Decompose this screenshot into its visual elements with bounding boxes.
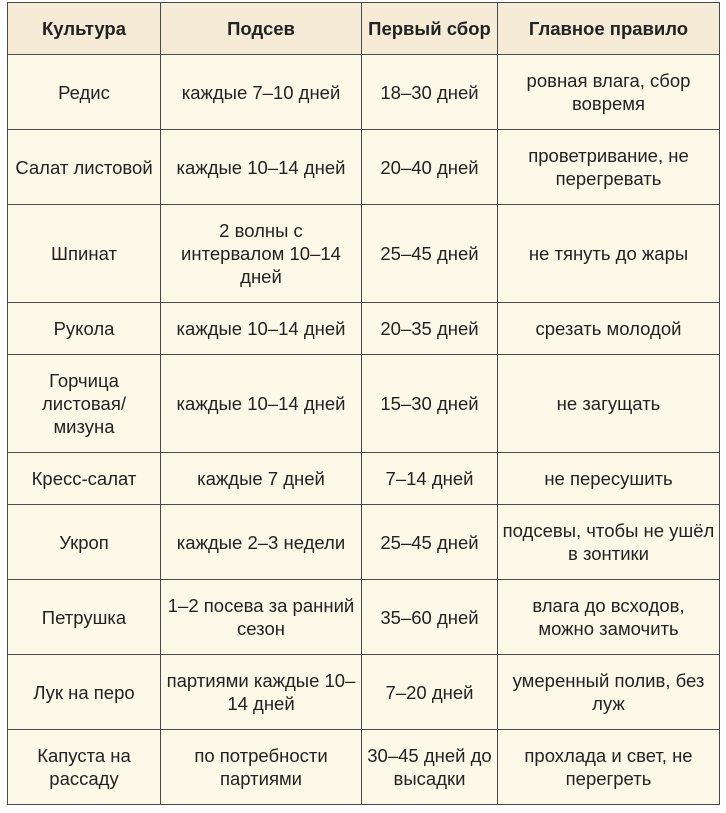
cell-first-harvest: 25–45 дней [362, 505, 498, 580]
table-row [8, 730, 720, 805]
table-row [8, 453, 720, 505]
cell-crop: Шпинат [8, 205, 161, 303]
cell-main-rule: срезать молодой [498, 303, 720, 355]
cell-first-harvest: 35–60 дней [362, 580, 498, 655]
header-first-harvest: Первый сбор [362, 3, 498, 55]
cell-resowing: 2 волны с интервалом 10–14 дней [161, 205, 362, 303]
cell-resowing: каждые 10–14 дней [161, 303, 362, 355]
cell-first-harvest: 20–40 дней [362, 130, 498, 205]
header-main-rule: Главное правило [498, 3, 720, 55]
cell-main-rule: не пересушить [498, 453, 720, 505]
cell-resowing: партиями каждые 10–14 дней [161, 655, 362, 730]
cell-first-harvest: 30–45 дней до высадки [362, 730, 498, 805]
cell-first-harvest: 7–14 дней [362, 453, 498, 505]
cell-resowing: 1–2 посева за ранний сезон [161, 580, 362, 655]
header-row [8, 3, 720, 55]
cell-crop: Петрушка [8, 580, 161, 655]
cell-crop: Горчица листовая/ мизуна [8, 355, 161, 453]
cell-first-harvest: 18–30 дней [362, 55, 498, 130]
cell-resowing: каждые 10–14 дней [161, 130, 362, 205]
table-row [8, 130, 720, 205]
cell-resowing: каждые 7–10 дней [161, 55, 362, 130]
table-row [8, 505, 720, 580]
table-row [8, 355, 720, 453]
table-row [8, 580, 720, 655]
cell-crop: Редис [8, 55, 161, 130]
table-container [7, 2, 720, 805]
cell-resowing: по потребности партиями [161, 730, 362, 805]
cell-crop: Кресс-салат [8, 453, 161, 505]
cell-resowing: каждые 7 дней [161, 453, 362, 505]
cell-crop: Укроп [8, 505, 161, 580]
cell-main-rule: ровная влага, сбор вовремя [498, 55, 720, 130]
cell-main-rule: влага до всходов, можно замочить [498, 580, 720, 655]
cell-first-harvest: 20–35 дней [362, 303, 498, 355]
cell-main-rule: проветривание, не перегревать [498, 130, 720, 205]
cell-first-harvest: 25–45 дней [362, 205, 498, 303]
cell-crop: Салат листовой [8, 130, 161, 205]
table-row [8, 303, 720, 355]
cell-crop: Рукола [8, 303, 161, 355]
cell-main-rule: умеренный полив, без луж [498, 655, 720, 730]
header-resowing: Подсев [161, 3, 362, 55]
cell-crop: Лук на перо [8, 655, 161, 730]
table-row [8, 55, 720, 130]
table-row [8, 655, 720, 730]
cell-main-rule: прохлада и свет, не перегреть [498, 730, 720, 805]
cell-first-harvest: 15–30 дней [362, 355, 498, 453]
cell-first-harvest: 7–20 дней [362, 655, 498, 730]
header-crop: Культура [8, 3, 161, 55]
cell-crop: Капуста на рассаду [8, 730, 161, 805]
crop-table [7, 2, 720, 805]
cell-resowing: каждые 2–3 недели [161, 505, 362, 580]
cell-main-rule: подсевы, чтобы не ушёл в зонтики [498, 505, 720, 580]
cell-resowing: каждые 10–14 дней [161, 355, 362, 453]
table-row [8, 205, 720, 303]
cell-main-rule: не тянуть до жары [498, 205, 720, 303]
cell-main-rule: не загущать [498, 355, 720, 453]
